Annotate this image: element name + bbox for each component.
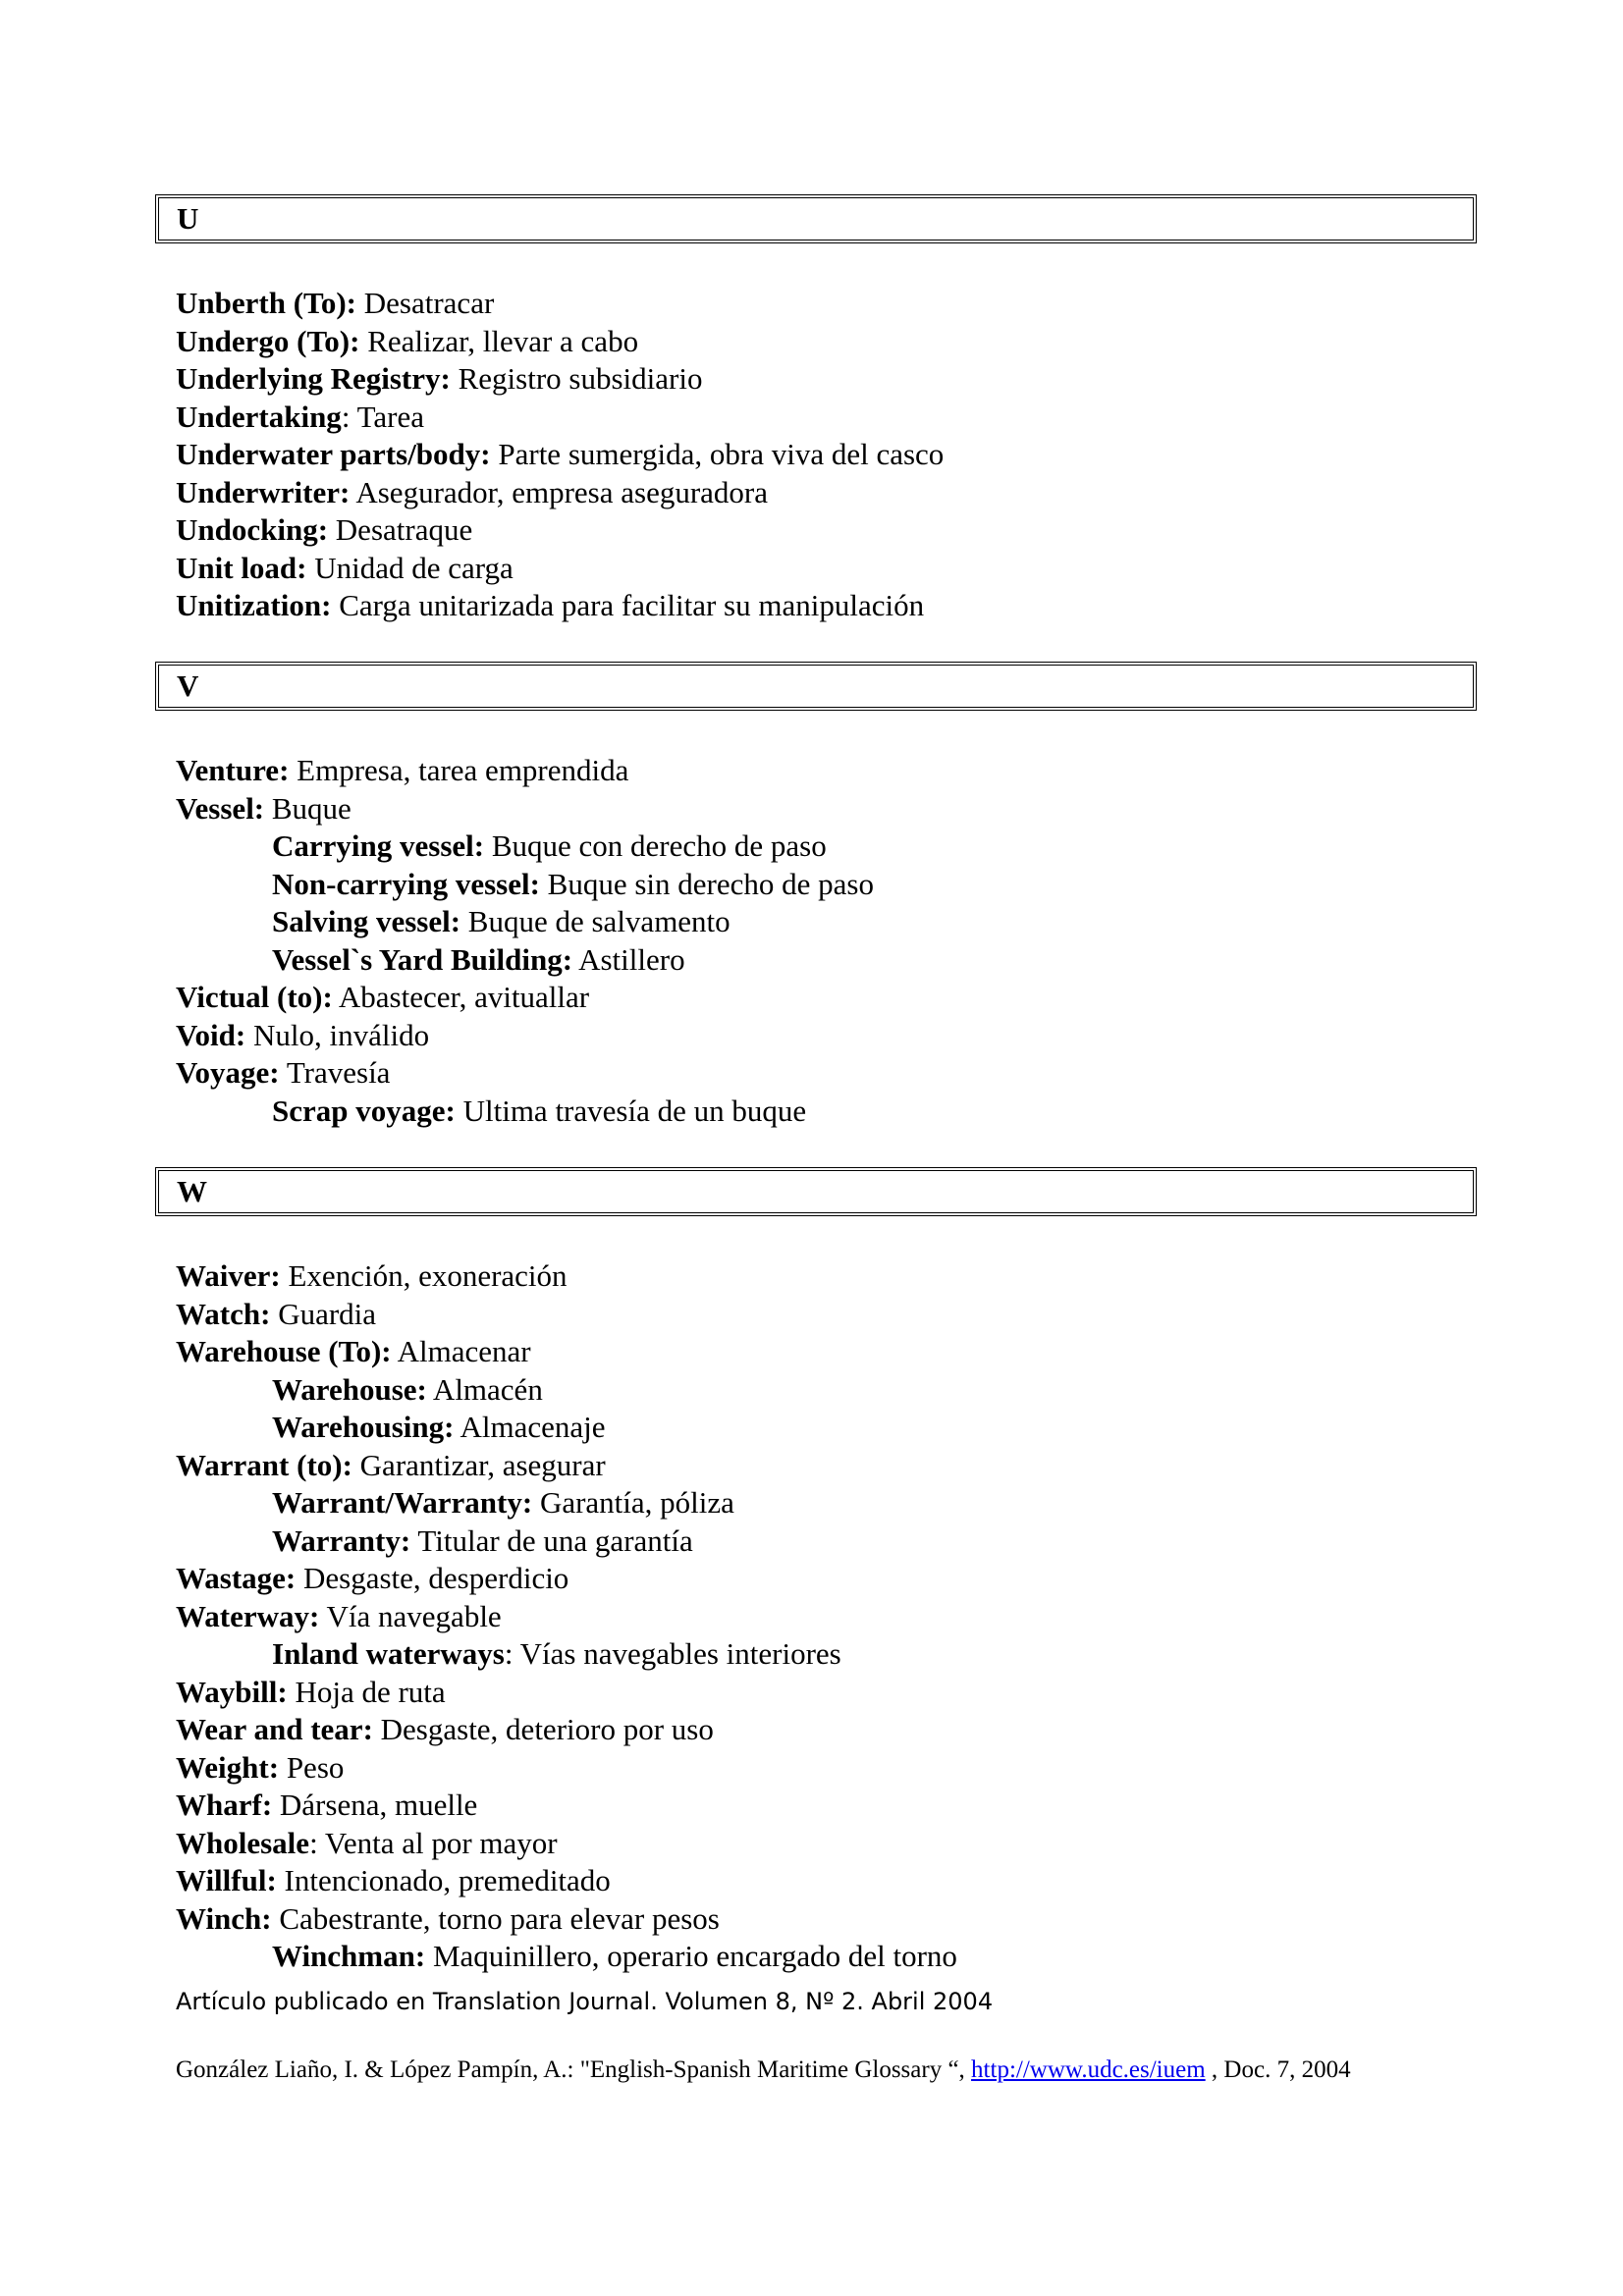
citation-prefix: González Liaño, I. & López Pampín, A.: "English-Spanish Maritime Glossary “, [176,2056,972,2083]
entry-definition: Buque [264,790,352,826]
section-header-w [155,1167,1477,1216]
glossary-entry [176,587,944,625]
entry-definition: Empresa, tarea emprendida [289,753,629,787]
entry-term: Unit load: [176,550,307,585]
section-letter: V [177,668,199,703]
glossary-subentry [176,1093,874,1131]
glossary-subentry [176,1522,957,1561]
entry-term: Willful: [176,1863,277,1897]
entry-term: Voyage: [176,1055,280,1090]
glossary-entry [176,511,944,550]
entry-term: Carrying vessel: [272,828,485,863]
glossary-entry [176,1787,957,1825]
glossary-entry [176,1900,957,1939]
glossary-entry [176,1862,957,1900]
entry-term: Undergo (To): [176,323,360,358]
glossary-entry [176,1825,957,1863]
entry-definition: Abastecer, avituallar [332,980,590,1014]
entry-definition: Nulo, inválido [245,1017,430,1052]
glossary-entry [176,1749,957,1788]
entry-term: Scrap voyage: [272,1093,456,1128]
glossary-entry [176,979,874,1017]
entry-definition: Garantizar, asegurar [352,1447,606,1482]
glossary-entry [176,399,944,437]
glossary-entry [176,1054,874,1093]
entry-definition: Hoja de ruta [287,1674,446,1709]
glossary-entry [176,1598,957,1636]
entry-definition: : Vías navegables interiores [504,1636,841,1671]
entry-term: Underlying Registry: [176,361,451,396]
section-header-v [155,662,1477,711]
glossary-entry [176,1296,957,1334]
entry-definition: Guardia [270,1296,377,1331]
entry-definition: Vía navegable [319,1598,502,1633]
glossary-subentry [176,1371,957,1410]
entry-list-v [176,752,874,1130]
entry-definition: Cabestrante, torno para elevar pesos [271,1900,720,1936]
entry-term: Warrant (to): [176,1447,352,1482]
entry-definition: Desatracar [356,286,495,320]
glossary-entry [176,550,944,588]
entry-definition: Travesía [279,1055,391,1090]
entry-term: Underwater parts/body: [176,437,491,471]
glossary-entry [176,1560,957,1598]
glossary-subentry [176,866,874,904]
entry-term: Victual (to): [176,980,333,1014]
glossary-entry [176,752,874,790]
entry-term: Salving vessel: [272,904,461,938]
entry-definition: Buque de salvamento [460,904,730,938]
glossary-entry [176,1711,957,1749]
entry-list-u [176,285,944,625]
glossary-entry [176,436,944,474]
entry-definition: Garantía, póliza [532,1485,734,1520]
citation [176,2056,1482,2085]
entry-term: Void: [176,1017,246,1052]
entry-definition: Almacén [426,1371,543,1407]
entry-term: Unberth (To): [176,286,357,320]
glossary-entry [176,1257,957,1296]
entry-definition: Desgaste, desperdicio [296,1561,569,1595]
entry-term: Watch: [176,1296,271,1331]
entry-definition: Desatraque [328,512,473,547]
entry-term: Warrant/Warranty: [272,1485,533,1520]
glossary-subentry [176,828,874,866]
entry-definition: Buque sin derecho de paso [539,866,874,901]
entry-definition: Unidad de carga [306,550,514,585]
glossary-entry [176,323,944,361]
section-letter: W [177,1174,207,1208]
glossary-entry [176,1674,957,1712]
glossary-entry [176,790,874,828]
glossary-entry [176,1017,874,1055]
glossary-subentry [176,1938,957,1976]
entry-definition: Exención, exoneración [280,1258,568,1293]
entry-definition: Asegurador, empresa aseguradora [350,474,769,509]
glossary-subentry [176,1409,957,1447]
entry-definition: : Venta al por mayor [309,1825,558,1860]
section-header-u [155,194,1477,243]
glossary-entry [176,474,944,512]
entry-definition: Buque con derecho de paso [484,828,827,863]
glossary-subentry [176,941,874,980]
entry-definition: : Tarea [341,399,424,434]
entry-term: Undocking: [176,512,329,547]
entry-term: Winch: [176,1900,272,1936]
entry-term: Underwriter: [176,474,351,509]
entry-term: Vessel: [176,790,265,826]
entry-definition: Titular de una garantía [410,1522,693,1558]
entry-term: Non-carrying vessel: [272,866,540,901]
glossary-entry [176,285,944,323]
entry-term: Warehouse: [272,1371,427,1407]
entry-term: Waiver: [176,1258,281,1293]
publication-note: Artículo publicado en Translation Journal. Volumen 8, Nº 2. Abril 2004 [176,1988,994,2015]
entry-definition: Realizar, llevar a cabo [359,323,639,358]
glossary-subentry [176,903,874,941]
entry-term: Venture: [176,753,290,787]
entry-term: Warranty: [272,1522,411,1558]
glossary-entry [176,360,944,399]
entry-term: Wear and tear: [176,1712,373,1746]
entry-term: Inland waterways [272,1636,505,1671]
citation-link[interactable]: http://www.udc.es/iuem [971,2056,1206,2083]
entry-term: Wharf: [176,1788,273,1822]
glossary-entry [176,1333,957,1371]
entry-term: Wholesale [176,1825,310,1860]
entry-definition: Ultima travesía de un buque [455,1093,807,1128]
entry-list-w [176,1257,957,1976]
entry-term: Winchman: [272,1939,426,1973]
entry-definition: Almacenar [391,1334,531,1368]
entry-definition: Desgaste, deterioro por uso [372,1712,714,1746]
entry-term: Waybill: [176,1674,288,1709]
entry-definition: Peso [279,1749,345,1785]
entry-definition: Astillero [572,941,685,977]
entry-term: Unitization: [176,588,332,622]
entry-term: Warehouse (To): [176,1334,392,1368]
entry-term: Vessel`s Yard Building: [272,941,573,977]
entry-definition: Intencionado, premeditado [276,1863,611,1897]
entry-definition: Carga unitarizada para facilitar su manipulación [331,588,925,622]
glossary-subentry [176,1484,957,1522]
citation-suffix: , Doc. 7, 2004 [1205,2056,1351,2083]
section-letter: U [177,201,199,236]
glossary-subentry [176,1635,957,1674]
entry-term: Undertaking [176,399,342,434]
entry-definition: Maquinillero, operario encargado del torno [425,1939,957,1973]
entry-definition: Dársena, muelle [272,1788,478,1822]
entry-term: Wastage: [176,1561,297,1595]
entry-definition: Parte sumergida, obra viva del casco [490,437,945,471]
entry-term: Waterway: [176,1598,320,1633]
entry-term: Warehousing: [272,1410,455,1444]
entry-definition: Almacenaje [454,1410,606,1444]
glossary-entry [176,1447,957,1485]
entry-definition: Registro subsidiario [450,361,703,396]
entry-term: Weight: [176,1749,280,1785]
